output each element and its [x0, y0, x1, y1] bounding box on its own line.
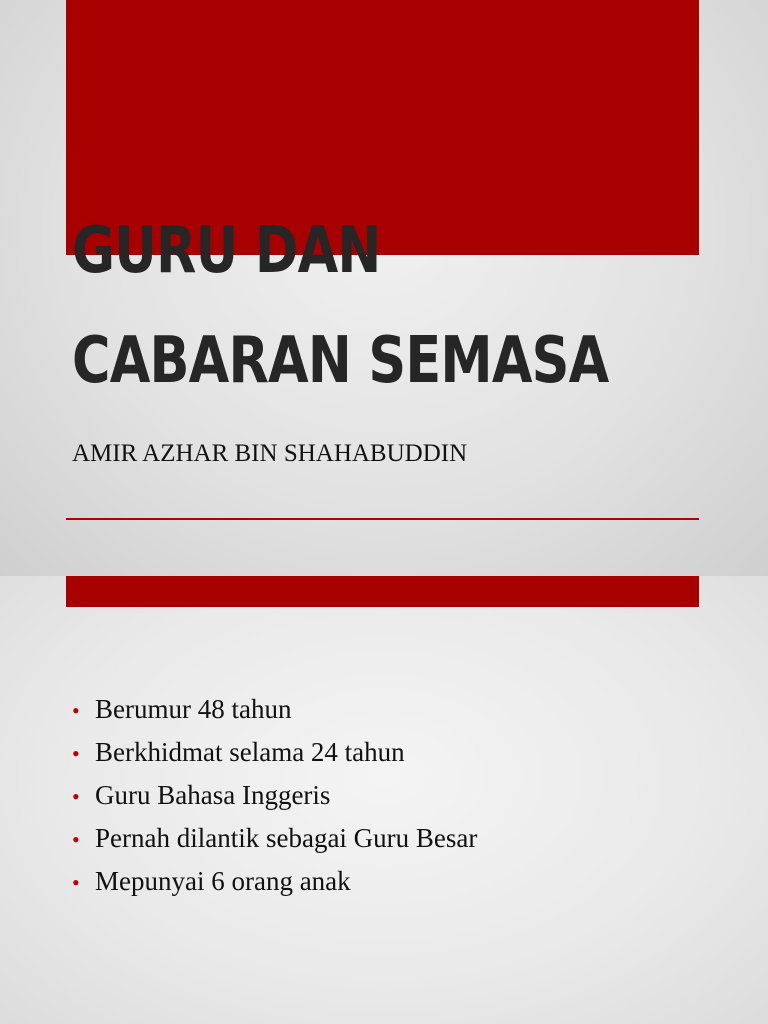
bullet-text: Mepunyai 6 orang anak — [95, 866, 351, 896]
bullet-list — [72, 694, 477, 909]
bullet-text: Pernah dilantik sebagai Guru Besar — [95, 823, 478, 853]
list-item — [72, 737, 477, 780]
list-item — [72, 823, 477, 866]
list-item — [72, 780, 477, 823]
title-line-1: GURU DAN — [72, 214, 381, 288]
bullet-text: Berkhidmat selama 24 tahun — [95, 737, 405, 767]
content-slide — [0, 576, 768, 1024]
bullet-icon: • — [72, 827, 80, 852]
red-header-bar — [66, 576, 699, 607]
bullet-icon: • — [72, 784, 80, 809]
slide-title — [72, 196, 613, 416]
author-subtitle: AMIR AZHAR BIN SHAHABUDDIN — [72, 440, 468, 467]
list-item — [72, 694, 477, 737]
bullet-text: Berumur 48 tahun — [95, 694, 292, 724]
bullet-text: Guru Bahasa Inggeris — [95, 780, 331, 810]
bullet-icon: • — [72, 870, 80, 895]
title-line-2: CABARAN SEMASA — [72, 324, 609, 398]
bullet-icon: • — [72, 741, 80, 766]
list-item — [72, 866, 477, 909]
divider-line — [66, 518, 699, 520]
bullet-icon: • — [72, 698, 80, 723]
